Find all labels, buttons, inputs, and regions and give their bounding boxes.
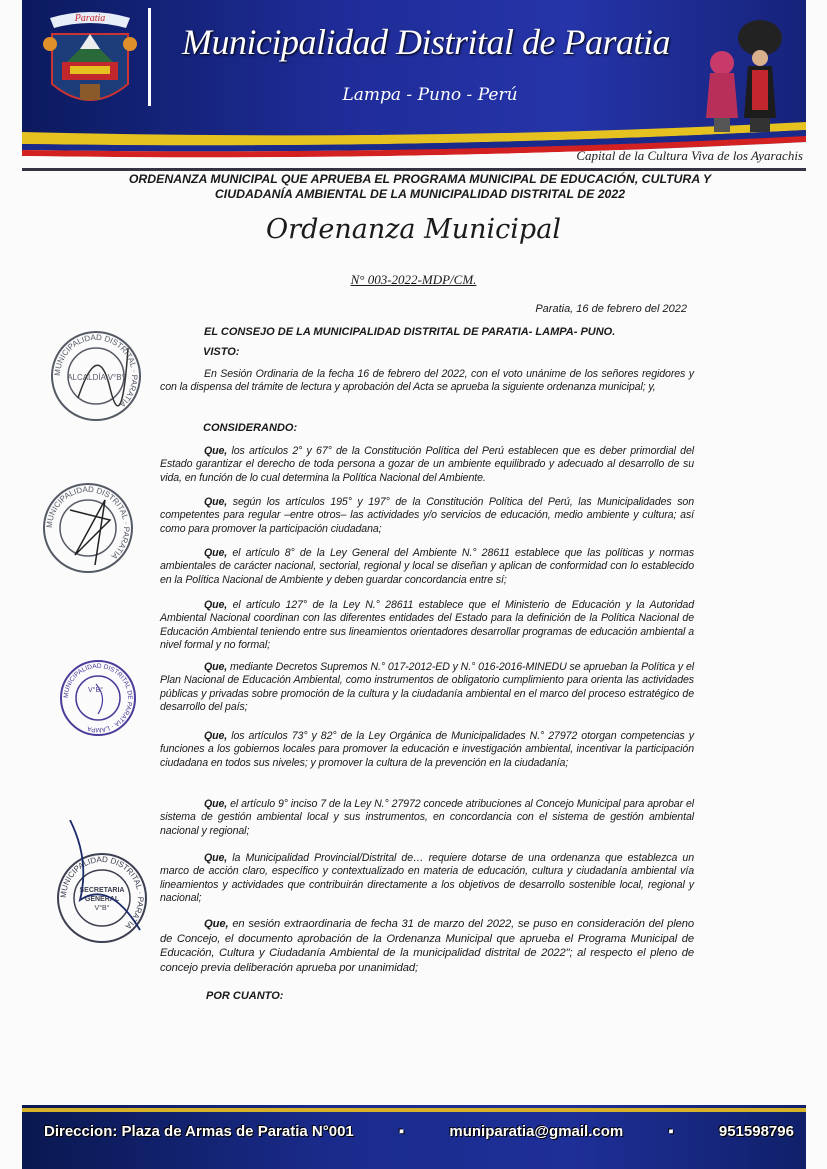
- document-title: Ordenanza Municipal: [266, 214, 561, 245]
- footer-email: muniparatia@gmail.com: [449, 1123, 624, 1140]
- paragraph-text: según los artículos 195° y 197° de la Constitución Política del Perú, las Municipalidades son competentes para regular –entre otros– las actividades y/o servicios de educación, medio ambiente y cultura; así como para promover la participación ciudadana;: [160, 496, 694, 535]
- paragraph-text: el artículo 9° inciso 7 de la Ley N.° 27972 concede atribuciones al Concejo Municipal para aprobar el sistema de gestión ambiental local y sus instrumentos, en concordancia con el sistema de gestión ambiental nacional y regional;: [160, 798, 694, 837]
- que-label: Que,: [204, 798, 228, 810]
- footer-stripe: [22, 1108, 806, 1112]
- svg-text:MUNICIPALIDAD DISTRITAL · PARA: MUNICIPALIDAD DISTRITAL · PARATIA: [44, 484, 132, 561]
- location-subtitle: Lampa - Puno - Perú: [342, 85, 518, 105]
- secretaria-general-stamp: [50, 820, 150, 950]
- que-label: Que,: [204, 661, 228, 673]
- ayarachi-dolls-image: [692, 18, 792, 136]
- municipal-stamp: [40, 480, 136, 576]
- footer-separator: ▪: [398, 1123, 405, 1140]
- svg-text:MUNICIPALIDAD DISTRITAL DE PAR: MUNICIPALIDAD DISTRITAL DE PARATIA · LAMPA: [62, 662, 134, 734]
- considerando-paragraph: [160, 445, 694, 485]
- alcaldia-stamp: [48, 328, 144, 424]
- svg-text:SECRETARIA: SECRETARIA: [79, 887, 125, 894]
- visto-paragraph: En Sesión Ordinaria de la fecha 16 de febrero del 2022, con el voto unánime de los señores regidores y con la dispensa del trámite de lectura y aprobación del Acta se aprueba la siguiente ordenanza municipal; y,: [160, 368, 694, 394]
- council-heading: EL CONSEJO DE LA MUNICIPALIDAD DISTRITAL DE PARATIA- LAMPA- PUNO.: [204, 326, 616, 338]
- que-label: Que,: [204, 852, 228, 864]
- considerando-paragraph: [160, 730, 694, 770]
- svg-text:V°B°: V°B°: [94, 905, 110, 912]
- paragraph-text: los artículos 2° y 67° de la Constitución Política del Perú establecen que es deber primordial del Estado garantizar el derecho de toda persona a gozar de un ambiente equilibrado y adecuado al desarrollo de su vida, en función de lo cual determina la Política Nacional del Ambiente.: [160, 445, 695, 484]
- paragraph-text: la Municipalidad Provincial/Distrital de… requiere dotarse de una ordenanza que establezca un marco de acción claro, específico y contextualizado en materia de educación, cultura y ciudadanía ambiental vía lineamientos y actividades que contribuirán directamente a los objetivos de desarrollo sostenible local, regional y nacional;: [160, 852, 694, 904]
- que-label: Que,: [204, 730, 228, 742]
- paragraph-text: el artículo 8° de la Ley General del Ambiente N.° 28611 establece que las políticas y normas ambientales de carácter nacional, sectorial, regional y local se diseñan y aplican de conformidad con lo establecido en la Política Nacional de Ambiente y deben guardar concordancia entre sí;: [160, 547, 695, 586]
- footer-banner: [22, 1105, 806, 1169]
- visto-label: VISTO:: [203, 346, 240, 358]
- svg-text:V°B°: V°B°: [88, 687, 103, 694]
- considerando-label: CONSIDERANDO:: [203, 422, 298, 434]
- ordinance-heading: ORDENANZA MUNICIPAL QUE APRUEBA EL PROGRAMA MUNICIPAL DE EDUCACIÓN, CULTURA Y CIUDADANÍA AMBIENTAL DE LA MUNICIPALIDAD DISTRITAL DE 2022: [128, 172, 712, 201]
- paragraph-text: en sesión extraordinaria de fecha 31 de marzo del 2022, se puso en consideración del pleno de Concejo, el documento aprobación de la Ordenanza Municipal que aprueba el Programa Municipal de Educación, Cultura y Ciudadanía Ambiental de la municipalidad distrital de 2022"; al respecto el pleno de concejo previa deliberación aprueba por unanimidad;: [160, 918, 695, 974]
- ordinance-number: N° 003-2022-MDP/CM.: [350, 272, 477, 287]
- crest-label: Paratia: [74, 13, 106, 24]
- svg-text:MUNICIPALIDAD DISTRITAL · PARA: MUNICIPALIDAD DISTRITAL · PARATIA: [52, 332, 140, 409]
- municipality-title: Municipalidad Distrital de Paratia: [182, 22, 670, 62]
- considerando-paragraph: [160, 852, 694, 905]
- document-date: Paratia, 16 de febrero del 2022: [535, 303, 687, 315]
- header-rule: [22, 168, 806, 171]
- que-label: Que,: [204, 599, 228, 611]
- svg-text:GENERAL: GENERAL: [84, 896, 120, 903]
- considerando-paragraph: [160, 917, 694, 975]
- considerando-paragraph: [160, 661, 694, 714]
- considerando-paragraph: [160, 599, 694, 652]
- footer-phone: 951598796: [718, 1123, 794, 1140]
- footer-address: Direccion: Plaza de Armas de Paratia N°001: [44, 1123, 354, 1140]
- svg-text:ALCALDÍA V°B°: ALCALDÍA V°B°: [67, 373, 125, 382]
- considerando-paragraph: [160, 496, 694, 536]
- que-label: Que,: [204, 445, 228, 457]
- por-cuanto-label: POR CUANTO:: [206, 990, 284, 1002]
- footer-separator: ▪: [668, 1123, 674, 1140]
- que-label: Que,: [204, 496, 228, 508]
- municipal-crest-logo: [40, 4, 140, 116]
- lampa-stamp: [58, 658, 138, 738]
- que-label: Que,: [204, 547, 228, 559]
- paragraph-text: los artículos 73° y 82° de la Ley Orgánica de Municipalidades N.° 27972 otorgan competencias y funciones a los gobiernos locales para promover la educación e investigación ambiental, incentivar la participación ciudadana en todos sus niveles; y promover la cultura de la prevención en la ciudadanía;: [160, 730, 695, 769]
- que-label: Que,: [204, 918, 229, 930]
- considerando-paragraph: [160, 798, 694, 838]
- considerando-paragraph: [160, 547, 694, 587]
- svg-text:MUNICIPALIDAD DISTRITAL · PARA: MUNICIPALIDAD DISTRITAL · PARATIA: [58, 854, 146, 931]
- paragraph-text: el artículo 127° de la Ley N.° 28611 establece que el Ministerio de Educación y la Autoridad Ambiental Nacional coordinan con las diferentes entidades del Estado para la definición de la Política Nacional de Educación Ambiental teniendo entre sus lineamientos orientadores desarrollar programas de educación ambiental a nivel formal y no formal;: [160, 599, 694, 651]
- paragraph-text: mediante Decretos Supremos N.° 017-2012-ED y N.° 016-2016-MINEDU se aprueban la Política y el Plan Nacional de Educación Ambiental, como instrumentos de obligatorio cumplimiento para orienta las actividades públicas y privadas sobre promoción de la cultura y la ciudadanía ambiental en el marco del proceso estratégico de desarrollo del país;: [160, 661, 695, 713]
- tagline: Capital de la Cultura Viva de los Ayarachis: [576, 148, 803, 163]
